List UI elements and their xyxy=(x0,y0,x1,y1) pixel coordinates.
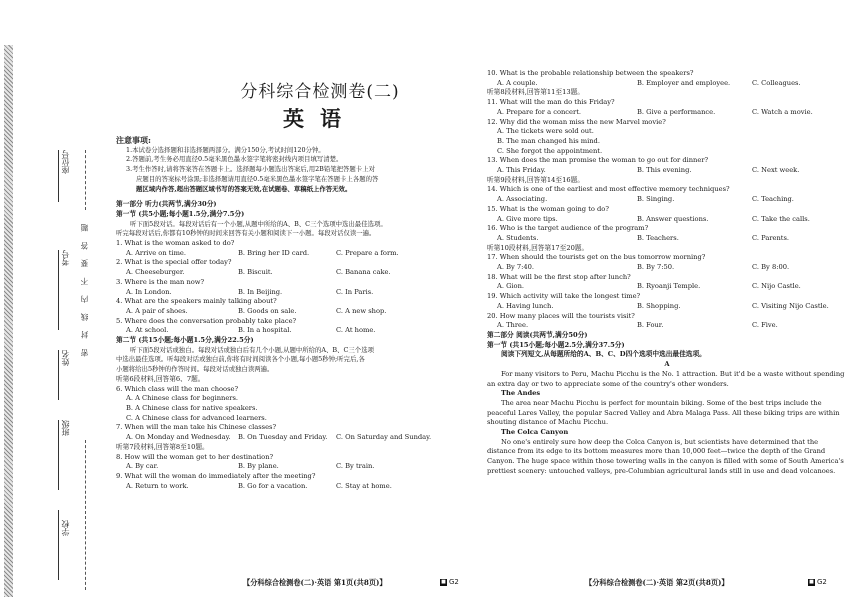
option-b: B. Biscuit. xyxy=(238,268,273,277)
seal-dash-top xyxy=(85,150,86,210)
option-a: A. The tickets were sold out. xyxy=(497,127,594,136)
notes-heading: 注意事项: xyxy=(116,135,151,145)
option-c: C. Nijo Castle. xyxy=(752,282,801,291)
option-c: C. Visiting Nijo Castle. xyxy=(752,301,829,310)
note-item: 应题目的答案标号涂黑;非选择题请用直径0.5毫米黑色墨水签字笔在答题卡上各题的答 xyxy=(136,174,379,183)
seat-number-label: 座位号 xyxy=(61,150,70,174)
exam-number-label: 考号 xyxy=(61,250,70,266)
binding-strip xyxy=(4,45,13,597)
option-a: A. Give more tips. xyxy=(497,214,558,223)
name-line xyxy=(58,350,59,400)
option-c: C. Prepare a form. xyxy=(336,248,399,257)
page1-code xyxy=(440,578,459,586)
option-c: C. Take the calls. xyxy=(752,214,810,223)
option-a: A. At school. xyxy=(126,326,169,335)
option-c: C. A new shop. xyxy=(336,306,387,315)
page2-footer: 【分科综合检测卷(二)·英语 第2页(共8页)】 xyxy=(585,578,729,587)
option-a: A. Prepare for a concert. xyxy=(497,107,582,116)
option-c: C. In Paris. xyxy=(336,287,374,296)
option-a: A. By car. xyxy=(126,462,159,471)
option-b: B. By plane. xyxy=(238,462,279,471)
question-17: 17. When should the tourists get on the bus tomorrow morning? xyxy=(487,253,706,262)
option-c: C. Parents. xyxy=(752,233,790,242)
option-b: B. By 7:50. xyxy=(637,263,675,272)
option-a: A. This Friday. xyxy=(497,166,546,175)
part1-heading: 第一部分 听力(共两节,满分30分) xyxy=(116,200,217,209)
option-c: C. At home. xyxy=(336,326,376,335)
note-item: 3.考生作答时,请将答案答在答题卡上。选择题每小题选出答案后,用2B铅笔把答题卡上对 xyxy=(126,165,375,174)
option-a: A. Return to work. xyxy=(126,481,189,490)
part2-heading: 第二部分 阅读(共两节,满分50分) xyxy=(487,330,588,339)
question-13: 13. When does the man promise the woman to go out for dinner? xyxy=(487,156,709,165)
option-c: C. Five. xyxy=(752,321,778,330)
seal-dash-bottom xyxy=(85,440,86,590)
option-b: B. In a hospital. xyxy=(238,326,292,335)
option-a: A. Cheeseburger. xyxy=(126,268,185,277)
option-b: B. Singing. xyxy=(637,195,675,204)
option-b: B. Goods on sale. xyxy=(238,306,297,315)
material-9-note: 听第9段材料,回答第14至16题。 xyxy=(487,175,584,184)
option-b: B. The man changed his mind. xyxy=(497,136,600,145)
option-a: A. Arrive on time. xyxy=(126,248,187,257)
seat-line xyxy=(58,150,59,202)
option-b: B. Employer and employee. xyxy=(637,78,731,87)
option-c: C. Watch a movie. xyxy=(752,107,813,116)
option-b: B. Ryoanji Temple. xyxy=(637,282,701,291)
passage-paragraph-colca: No one's entirely sure how deep the Colca Canyon is, but scientists have determined that the distance from its edge to its bottom measures more than 10,000 feet—twice the depth of the Grand Canyon. The huge space within those towering walls in the canyon is filled with some of South America's prettiest scenery: untouched valleys, pre-Columbian agricultural lands still in use and dead volcanoes. xyxy=(487,437,844,475)
class-label: 班级 xyxy=(61,420,70,436)
material-10-note: 听第10段材料,回答第17至20题。 xyxy=(487,243,589,252)
name-label: 姓名 xyxy=(61,350,70,366)
option-c: C. On Saturday and Sunday. xyxy=(336,433,432,442)
question-5: 5. Where does the conversation probably take place? xyxy=(116,316,297,325)
question-10: 10. What is the probable relationship between the speakers? xyxy=(487,69,694,77)
option-a: A. In London. xyxy=(126,287,172,296)
seal-line-text: 密 封 线 内 不 要 答 题 xyxy=(80,220,89,357)
option-a: A. A Chinese class for beginners. xyxy=(126,394,239,403)
question-2: 2. What is the special offer today? xyxy=(116,258,232,267)
section1-heading: 第一节 (共5小题;每小题1.5分,满分7.5分) xyxy=(116,209,245,218)
section2-instruction: 听下面5段对话或独白。每段对话或独白后有几个小题,从题中所给的A、B、C三个选项 xyxy=(130,345,374,354)
class-line xyxy=(58,420,59,490)
passage-paragraph-andes: The area near Machu Picchu is perfect for mountain biking. Some of the best trips include the peaceful Lares Valley, the popular Sacred Valley and Abra Malaga Pass. All these biking trips are within shouting distance of Machu Picchu. xyxy=(487,398,840,427)
option-a: A. A pair of shoes. xyxy=(126,306,188,315)
note-item: 题区域内作答,超出答题区域书写的答案无效,在试题卷、草稿纸上作答无效。 xyxy=(136,184,352,193)
material-6-note: 听第6段材料,回答第6、7题。 xyxy=(116,374,205,383)
option-a: A. By 7:40. xyxy=(497,263,535,272)
question-20: 20. How many places will the tourists visit? xyxy=(487,311,635,320)
option-b: B. Give a performance. xyxy=(637,107,716,116)
option-a: A. On Monday and Wednesday. xyxy=(126,433,231,442)
question-9: 9. What will the woman do immediately after the meeting? xyxy=(116,471,316,480)
option-a: A. Three. xyxy=(497,321,529,330)
option-c: C. Stay at home. xyxy=(336,481,392,490)
qr-icon: ■ xyxy=(441,578,446,585)
section2-instruction: 中选出最佳选项。听每段对话或独白前,你将有时间阅读各个小题,每小题5秒钟;听完后,各 xyxy=(116,355,365,364)
option-a: A. Associating. xyxy=(497,195,548,204)
option-c: C. By train. xyxy=(336,462,375,471)
note-item: 2.答题前,考生务必用直径0.5毫米黑色墨水签字笔将密封线内项目填写清楚。 xyxy=(126,155,343,164)
material-8-note: 听第8段材料,回答第11至13题。 xyxy=(487,88,584,97)
option-c: C. She forgot the appointment. xyxy=(497,146,603,155)
option-b: B. Teachers. xyxy=(637,233,679,242)
question-8: 8. How will the woman get to her destination? xyxy=(116,452,274,461)
section2-instruction: 小题将给出5秒钟的作答时间。每段对话或独白读两遍。 xyxy=(116,365,274,374)
option-a: A. Having lunch. xyxy=(497,301,554,310)
page2-body xyxy=(487,69,847,477)
question-11: 11. What will the man do this Friday? xyxy=(487,98,615,107)
section1-instruction: 听完每段对话后,你都有10秒钟的时间来回答有关小题和阅读下一小题。每段对话仅读一遍。 xyxy=(116,229,376,238)
section1-instruction: 听下面5段对话。每段对话后有一个小题,从题中所给的A、B、C三个选项中选出最佳选项。 xyxy=(130,219,387,228)
option-b: B. Shopping. xyxy=(637,301,681,310)
option-b: B. Four. xyxy=(637,321,664,330)
question-19: 19. Which activity will take the longest time? xyxy=(487,292,641,301)
option-c: C. Next week. xyxy=(752,166,800,175)
option-b: B. This evening. xyxy=(637,166,692,175)
note-item: 1.本试卷分选择题和非选择题两部分。满分150分,考试时间120分钟。 xyxy=(126,145,325,154)
option-c: C. Teaching. xyxy=(752,195,794,204)
option-b: B. Answer questions. xyxy=(637,214,709,223)
passage-intro: For many visitors to Peru, Machu Picchu is the No. 1 attraction. But it'd be a waste without spending an extra day or two to appreciate some of the country's other wonders. xyxy=(487,369,845,388)
exam-title: 分科综合检测卷(二) xyxy=(240,82,400,102)
page1-body xyxy=(116,136,471,491)
option-b: B. Go for a vacation. xyxy=(238,481,308,490)
question-1: 1. What is the woman asked to do? xyxy=(116,239,235,248)
page2-code xyxy=(808,578,827,586)
reading-section1-heading: 第一节 (共15小题;每小题2.5分,满分37.5分) xyxy=(487,340,625,349)
option-c: C. Banana cake. xyxy=(336,268,391,277)
notes-list xyxy=(116,146,471,195)
page-code: G2 xyxy=(449,578,459,586)
option-b: B. Bring her ID card. xyxy=(238,248,310,257)
page-code: G2 xyxy=(817,578,827,586)
question-14: 14. Which is one of the earliest and most effective memory techniques? xyxy=(487,185,730,194)
question-15: 15. What is the woman going to do? xyxy=(487,204,609,213)
material-7-note: 听第7段材料,回答第8至10题。 xyxy=(116,442,209,451)
exam-no-line xyxy=(58,250,59,330)
option-c: C. By 8:00. xyxy=(752,263,790,272)
option-b: B. In Beijing. xyxy=(238,287,283,296)
school-label: 学校 xyxy=(61,520,70,536)
option-b: B. On Tuesday and Friday. xyxy=(238,433,328,442)
option-c: C. Colleagues. xyxy=(752,78,801,87)
question-4: 4. What are the speakers mainly talking about? xyxy=(116,297,277,306)
passage-heading-andes: The Andes xyxy=(501,389,541,398)
reading-instruction: 阅读下列短文,从每题所给的A、B、C、D四个选项中选出最佳选项。 xyxy=(501,350,706,359)
question-16: 16. Who is the target audience of the program? xyxy=(487,224,649,233)
page1-footer: 【分科综合检测卷(二)·英语 第1页(共8页)】 xyxy=(243,578,387,587)
qr-icon: ■ xyxy=(809,578,814,585)
section2-heading: 第二节 (共15小题;每小题1.5分,满分22.5分) xyxy=(116,336,254,345)
passage-letter: A xyxy=(664,360,670,369)
option-b: B. A Chinese class for native speakers. xyxy=(126,403,258,412)
passage-heading-colca: The Colca Canyon xyxy=(501,428,569,437)
question-3: 3. Where is the man now? xyxy=(116,277,205,286)
question-12: 12. Why did the woman miss the new Marvel movie? xyxy=(487,117,666,126)
option-a: A. Students. xyxy=(497,233,539,242)
option-a: A. A couple. xyxy=(497,78,538,87)
option-a: A. Gion. xyxy=(497,282,525,291)
question-7: 7. When will the man take his Chinese classes? xyxy=(116,423,277,432)
subject-title: 英语 xyxy=(283,106,357,131)
school-line xyxy=(58,510,59,580)
option-c: C. A Chinese class for advanced learners. xyxy=(126,413,267,422)
question-6: 6. Which class will the man choose? xyxy=(116,384,239,393)
question-18: 18. What will be the first stop after lunch? xyxy=(487,272,631,281)
